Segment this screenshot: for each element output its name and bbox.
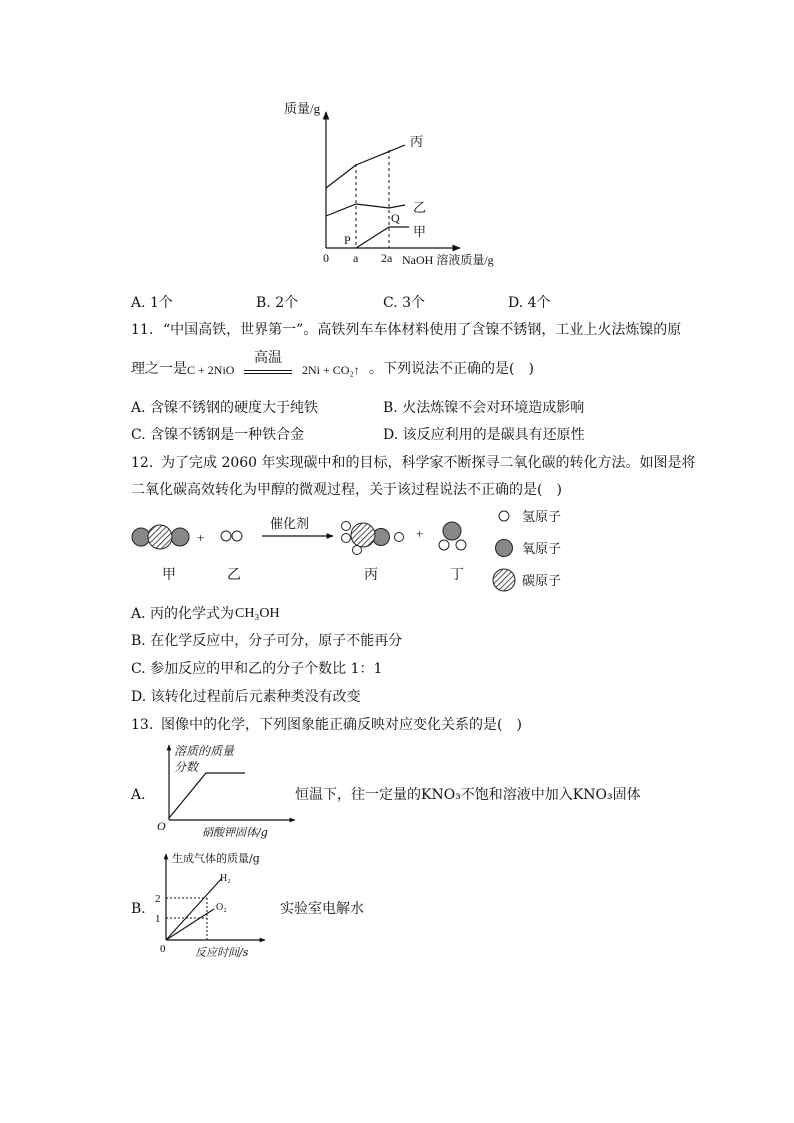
q13-option-a-letter: A.	[131, 787, 146, 803]
plus-sign-1: +	[197, 530, 205, 545]
legend-carbon-icon	[493, 569, 515, 591]
q13-option-b-desc: 实验室电解水	[280, 901, 364, 917]
x-tick-a: a	[353, 251, 359, 265]
molecule-ding-h2o	[439, 522, 466, 550]
label-jia: 甲	[162, 567, 176, 583]
q11-stem-line1: “中国高铁，世界第一”。高铁列车车体材料使用了含镍不锈钢，工业上火法炼镍的原	[163, 322, 682, 338]
graph-a-x-label: 硝酸钾固体/g	[202, 826, 268, 839]
q12-stem-line1: 为了完成 2060 年实现碳中和的目标，科学家不断探寻二氧化碳的转化方法。如图是将	[161, 455, 696, 471]
q11-option-c: C. 含镍不锈钢是一种铁合金	[131, 427, 305, 443]
plus-sign-2: +	[416, 526, 424, 541]
graph-b-x-label: 反应时间/s	[195, 946, 249, 959]
q12-stem-line2: 二氧化碳高效转化为甲醇的微观过程，关于该过程说法不正确的是( )	[131, 482, 562, 498]
point-q-label: Q	[391, 211, 400, 225]
legend-hydrogen-icon	[499, 511, 509, 521]
q12-option-a-formula: CH₃OH	[235, 606, 280, 621]
q12-option-c: C. 参加反应的甲和乙的分子个数比 1：1	[131, 661, 383, 677]
q12-option-b: B. 在化学反应中，分子可分，原子不能再分	[131, 633, 403, 649]
legend-oxygen-icon	[496, 540, 513, 557]
q13-stem: 图像中的化学，下列图象能正确反映对应变化关系的是( )	[161, 717, 522, 733]
graph-b-ytick-2: 2	[155, 893, 161, 905]
curve-label-jia: 甲	[413, 224, 427, 239]
curve-label-yi: 乙	[413, 200, 427, 215]
catalyst-label: 催化剂	[270, 517, 310, 532]
molecule-reaction-diagram	[0, 500, 794, 600]
q13-option-a-desc: 恒温下，往一定量的KNO₃不饱和溶液中加入KNO₃固体	[295, 787, 641, 803]
graph-b-origin: 0	[160, 943, 166, 955]
x-tick-2a: 2a	[381, 251, 393, 265]
label-bing: 丙	[364, 567, 378, 583]
q11-stem-line2-suffix: 。下列说法不正确的是( )	[369, 361, 534, 377]
q11-equation-right: 2Ni + CO₂↑	[302, 363, 360, 377]
curve-label-bing: 丙	[410, 134, 424, 149]
y-axis-label: 质量/g	[284, 101, 321, 116]
q13-number: 13.	[131, 717, 154, 733]
label-ding: 丁	[450, 567, 464, 583]
molecule-yi-h2	[221, 531, 242, 541]
q11-number: 11.	[131, 322, 154, 338]
graph-b-label-o2: O₂	[216, 902, 227, 913]
q10-option-b: B. 2个	[256, 295, 299, 311]
legend-hydrogen-label: 氢原子	[522, 510, 562, 525]
curve-bing	[326, 145, 405, 188]
x-axis-label: NaOH 溶液质量/g	[402, 253, 494, 267]
q11-option-b: B. 火法炼镍不会对环境造成影响	[383, 400, 585, 416]
mass-vs-naoh-graph	[0, 0, 794, 280]
q11-stem-line2-prefix: 理之一是	[131, 361, 187, 377]
graph-b-ytick-1: 1	[155, 913, 161, 925]
molecule-bing-ch3oh	[342, 522, 404, 555]
q12-option-a-prefix: A. 丙的化学式为	[131, 606, 235, 622]
origin-label: 0	[323, 251, 329, 265]
legend-oxygen-label: 氧原子	[522, 542, 562, 557]
label-yi: 乙	[227, 567, 241, 583]
q10-option-a: A. 1个	[131, 295, 173, 311]
graph-b-y-label: 生成气体的质量/g	[172, 852, 260, 865]
molecule-jia-co2	[132, 525, 189, 549]
q11-option-a: A. 含镍不锈钢的硬度大于纯铁	[131, 400, 319, 416]
q11-equation-condition: 高温	[254, 350, 282, 366]
q11-equation-left: C + 2NiO	[187, 363, 235, 377]
curve-jia	[356, 227, 409, 248]
q11-option-d: D. 该反应利用的是碳具有还原性	[383, 427, 585, 443]
graph-a-line	[169, 773, 245, 818]
graph-b-label-h2: H₂	[220, 873, 231, 884]
graph-a-y-label-1: 溶质的质量	[174, 744, 235, 758]
q11-equation-bar	[244, 370, 292, 371]
q12-number: 12.	[131, 455, 154, 471]
q10-option-d: D. 4个	[508, 295, 551, 311]
q11-equation-bar2	[244, 373, 292, 374]
q12-option-d: D. 该转化过程前后元素种类没有改变	[131, 689, 361, 705]
q10-option-c: C. 3个	[383, 295, 426, 311]
legend-carbon-label: 碳原子	[522, 574, 562, 589]
graph-a-y-label-2: 分数	[174, 760, 199, 774]
point-p-label: P	[344, 233, 351, 247]
q13-option-b-letter: B.	[131, 901, 146, 917]
graph-a-origin: O	[157, 819, 166, 833]
